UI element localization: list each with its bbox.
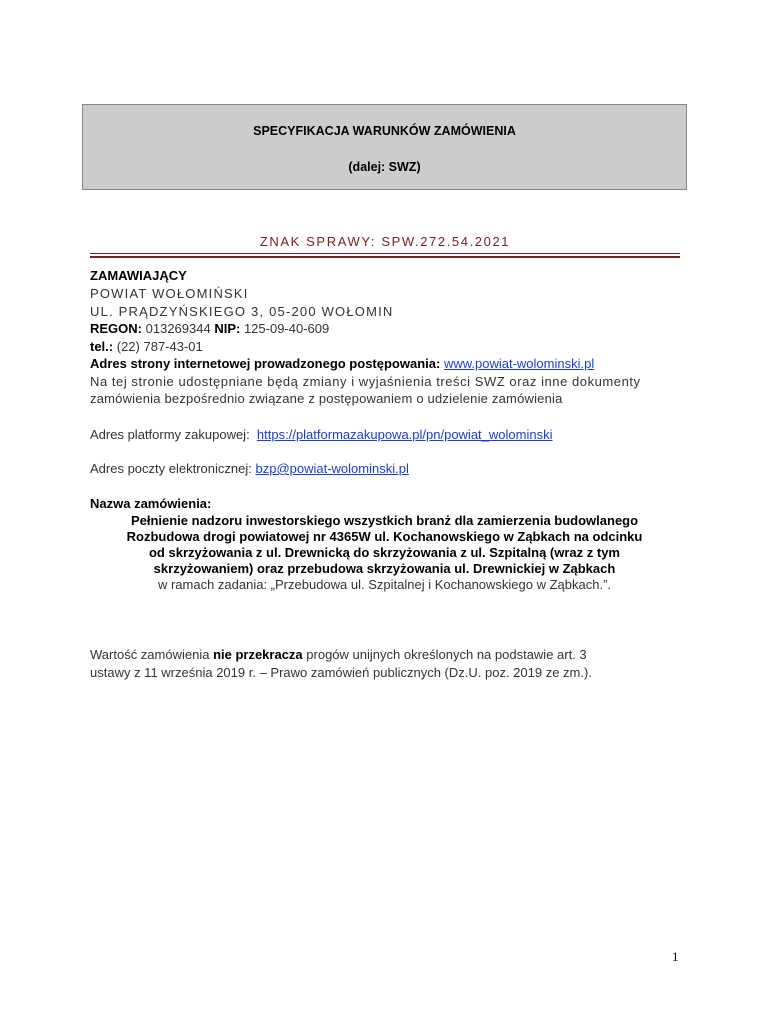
order-line-4: skrzyżowaniem) oraz przebudowa skrzyżowania ul. Drewnickiej w Ząbkach (153, 561, 616, 576)
nip-label: NIP: (214, 321, 241, 336)
email-line (90, 461, 409, 477)
tel-label: tel.: (90, 339, 114, 354)
tel-line (90, 339, 203, 355)
order-line-3: od skrzyżowania z ul. Drewnicką do skrzyżowania z ul. Szpitalną (wraz z tym (148, 545, 620, 560)
order-line-1: Pełnienie nadzoru inwestorskiego wszystkich branż dla zamierzenia budowlanego (130, 513, 639, 528)
title-box (82, 104, 687, 190)
order-heading: Nazwa zamówienia: (90, 496, 212, 511)
website-label: Adres strony internetowej prowadzonego postępowania: (90, 356, 441, 371)
website-line (90, 356, 594, 372)
divider (90, 256, 680, 258)
contracting-address: UL. PRĄDZYŃSKIEGO 3, 05-200 WOŁOMIN (90, 304, 394, 319)
page-number: 1 (672, 949, 679, 964)
case-number: ZNAK SPRAWY: SPW.272.54.2021 (259, 234, 511, 249)
regon-value: 013269344 (145, 321, 211, 336)
platform-link[interactable]: https://platformazakupowa.pl/pn/powiat_wolominski (256, 427, 553, 442)
website-link[interactable]: www.powiat-wolominski.pl (443, 356, 595, 371)
regon-label: REGON: (90, 321, 142, 336)
order-line-2: Rozbudowa drogi powiatowej nr 4365W ul. Kochanowskiego w Ząbkach na odcinku (126, 529, 643, 544)
tel-value: (22) 787-43-01 (116, 339, 203, 354)
platform-line (90, 427, 552, 443)
document-subtitle: (dalej: SWZ) (348, 160, 421, 174)
value-line-2: ustawy z 11 września 2019 r. – Prawo zamówień publicznych (Dz.U. poz. 2019 ze zm.). (90, 665, 592, 680)
regon-nip-line (90, 321, 329, 337)
email-link[interactable]: bzp@powiat-wolominski.pl (255, 461, 409, 476)
contracting-name: POWIAT WOŁOMIŃSKI (90, 286, 249, 301)
value-line-1 (90, 647, 587, 663)
nip-value: 125-09-40-609 (243, 321, 330, 336)
contracting-heading: ZAMAWIAJĄCY (90, 268, 187, 283)
value-text-2: progów unijnych określonych na podstawie art. 3 (302, 647, 587, 662)
email-label: Adres poczty elektronicznej: (90, 461, 252, 476)
divider (90, 253, 680, 254)
order-line-5: w ramach zadania: „Przebudowa ul. Szpitalnej i Kochanowskiego w Ząbkach.”. (157, 577, 612, 592)
website-note-2: zamówienia bezpośrednio związane z postępowaniem o udzielenie zamówienia (90, 391, 563, 406)
document-title: SPECYFIKACJA WARUNKÓW ZAMÓWIENIA (253, 124, 516, 138)
value-text-1: Wartość zamówienia (90, 647, 214, 662)
value-bold: nie przekracza (213, 647, 303, 662)
website-note-1: Na tej stronie udostępniane będą zmiany i wyjaśnienia treści SWZ oraz inne dokumenty (90, 374, 641, 389)
platform-label: Adres platformy zakupowej: (90, 427, 250, 442)
